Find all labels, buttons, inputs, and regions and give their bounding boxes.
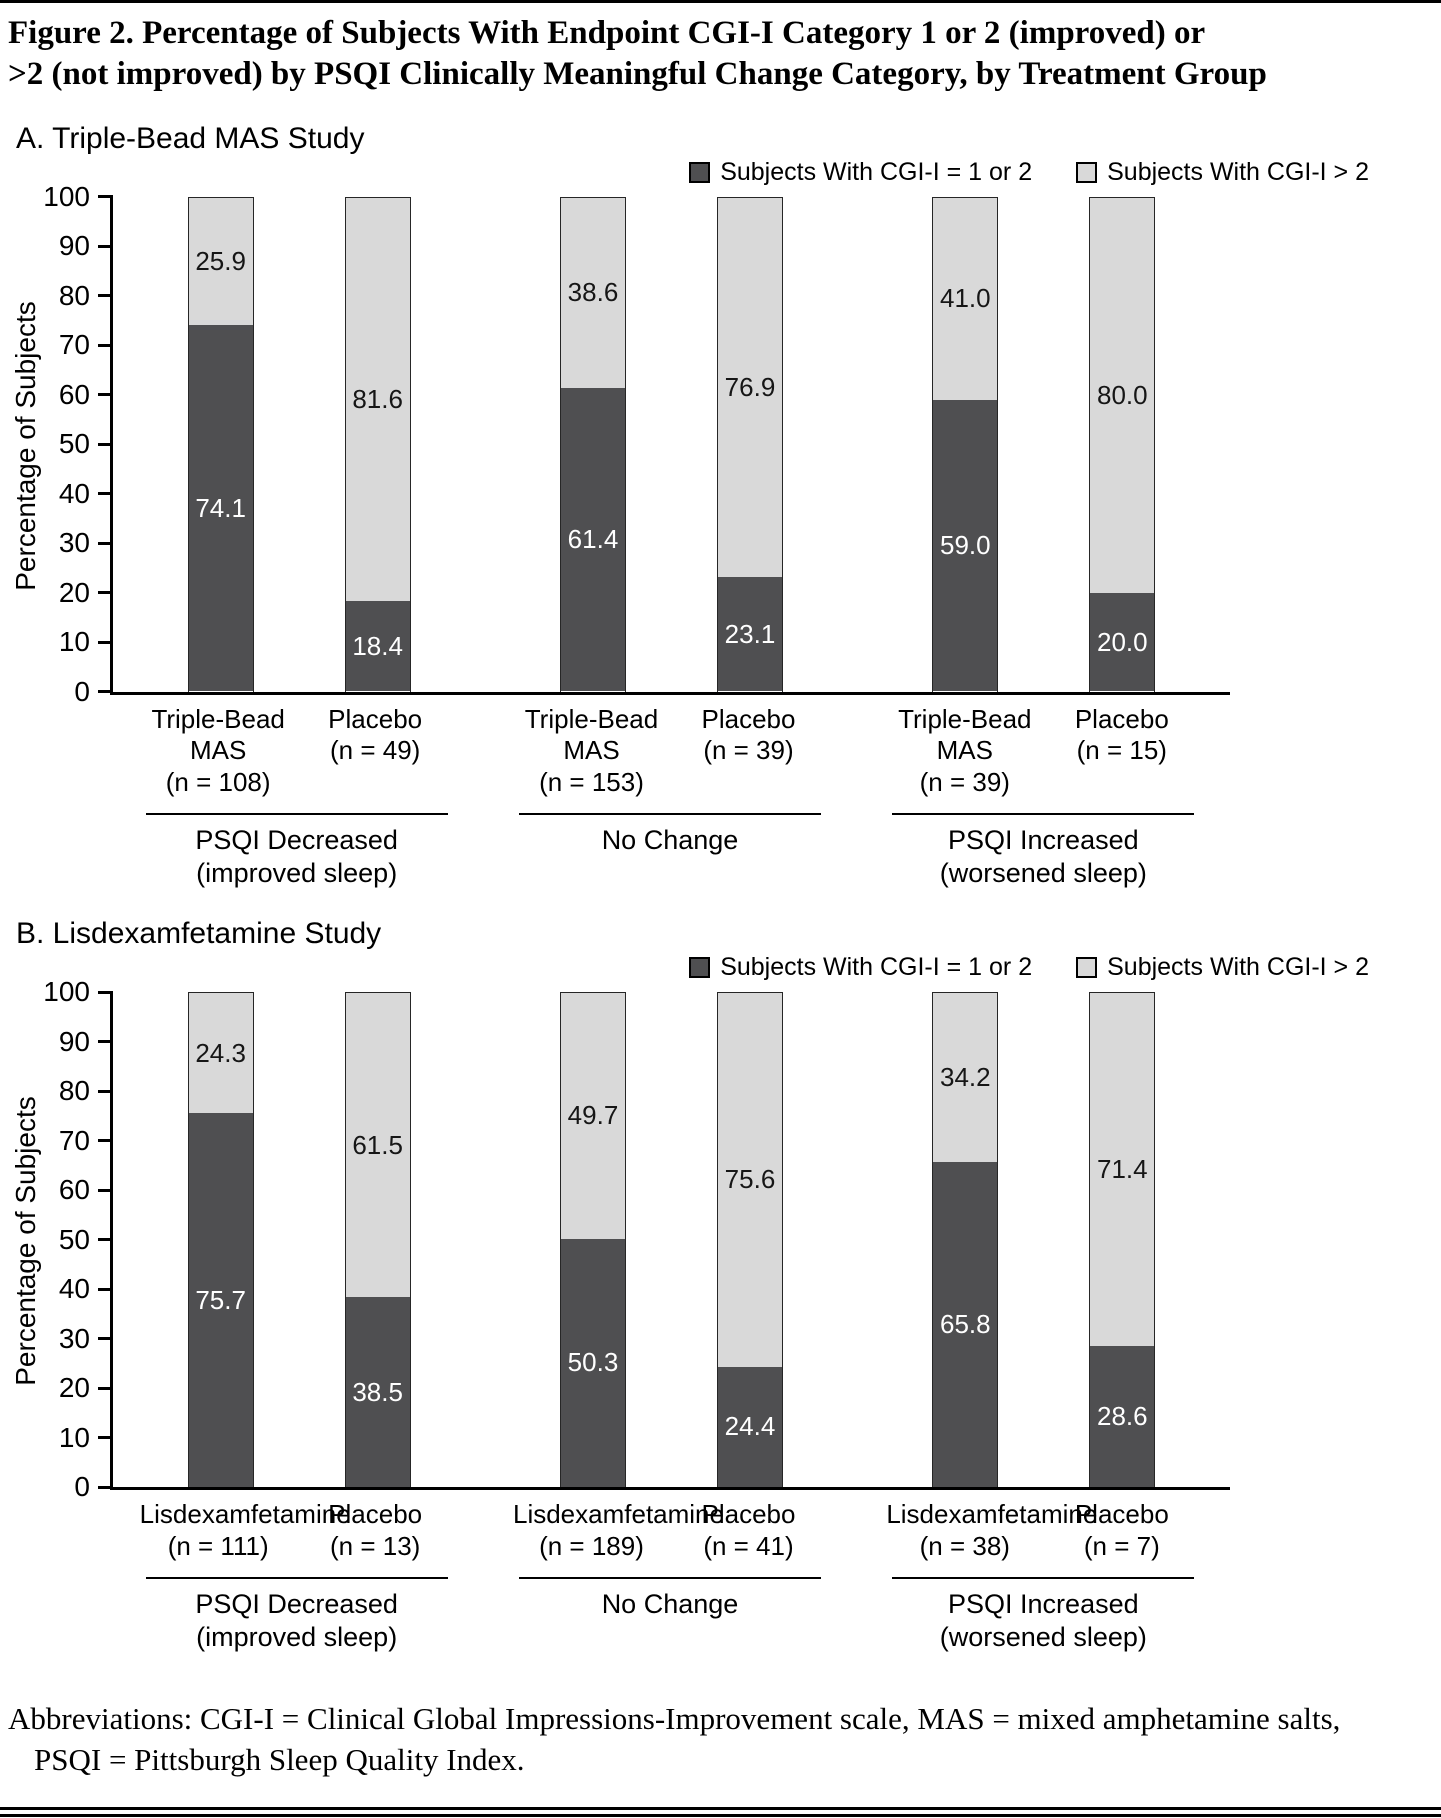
bar-label xyxy=(512,1499,724,1562)
y-tick-mark xyxy=(98,245,113,248)
segment-cgi-1or2 xyxy=(933,1162,997,1487)
segment-cgi-gt2 xyxy=(561,198,625,389)
category-label-line: PSQI Decreased xyxy=(195,824,398,855)
bar-label-line: (n = 38) xyxy=(919,1530,1010,1561)
bar-label-line: Triple-Bead xyxy=(524,703,659,734)
bar-group xyxy=(858,992,1230,1487)
chart-panel-a xyxy=(0,122,1441,892)
figure-title xyxy=(8,13,1429,96)
category-label xyxy=(602,1588,739,1622)
category-label-line: No Change xyxy=(601,824,739,855)
bar-label xyxy=(670,704,827,799)
x-label-pair xyxy=(140,1499,454,1562)
segment-cgi-1or2 xyxy=(561,388,625,691)
legend-label: Subjects With CGI-I > 2 xyxy=(1107,157,1369,186)
segment-cgi-1or2 xyxy=(346,601,410,692)
value-label: 74.1 xyxy=(195,492,246,523)
value-label: 71.4 xyxy=(1097,1154,1148,1184)
value-label: 80.0 xyxy=(1097,379,1148,410)
bar-unit xyxy=(299,197,456,692)
y-tick-mark xyxy=(98,542,113,545)
segment-cgi-gt2 xyxy=(718,198,782,578)
legend-label: Subjects With CGI-I = 1 or 2 xyxy=(720,953,1033,982)
segment-cgi-gt2 xyxy=(1090,993,1154,1346)
legend-swatch-cgi-gt2 xyxy=(1076,957,1097,978)
bar-unit xyxy=(514,992,671,1487)
segment-cgi-1or2 xyxy=(933,400,997,691)
bar-unit xyxy=(142,992,299,1487)
value-label: 65.8 xyxy=(940,1309,991,1340)
bar-label-line: (n = 189) xyxy=(539,1530,644,1561)
bar-label xyxy=(1043,704,1200,799)
segment-cgi-1or2 xyxy=(346,1297,410,1487)
category-label-line: PSQI Increased xyxy=(948,824,1139,855)
category-label xyxy=(602,824,739,858)
segment-cgi-1or2 xyxy=(718,1367,782,1488)
y-tick-mark xyxy=(98,690,113,693)
x-label-pair xyxy=(886,1499,1200,1562)
plot-area xyxy=(43,976,1230,1503)
bar-unit xyxy=(887,197,1044,692)
bar-label-line: (n = 15) xyxy=(1076,735,1167,766)
y-tick-mark xyxy=(98,1040,113,1043)
y-tick-label: 10 xyxy=(58,626,90,657)
value-label: 34.2 xyxy=(940,1062,991,1093)
value-label: 61.4 xyxy=(567,524,619,555)
bar-label xyxy=(1043,1499,1200,1562)
x-axis-labels xyxy=(110,1499,1230,1655)
bar-label-line: (n = 39) xyxy=(703,735,794,766)
bar-label-line: Lisdexamfetamine xyxy=(512,1499,724,1530)
segment-cgi-1or2 xyxy=(718,577,782,691)
bar-label-line: (n = 39) xyxy=(919,766,1010,797)
y-tick-label: 60 xyxy=(58,378,90,410)
y-axis-title-text: Percentage of Subjects xyxy=(10,300,42,591)
legend-item xyxy=(689,158,1032,187)
legend-swatch-cgi-gt2 xyxy=(1076,162,1097,183)
value-label: 49.7 xyxy=(567,1100,619,1131)
y-tick-label: 20 xyxy=(58,576,90,608)
value-label: 50.3 xyxy=(567,1347,619,1378)
value-label: 24.3 xyxy=(195,1037,246,1068)
legend-label: Subjects With CGI-I > 2 xyxy=(1107,953,1369,982)
value-label: 76.9 xyxy=(724,371,776,402)
y-tick-label: 80 xyxy=(58,279,90,311)
y-tick-label: 70 xyxy=(58,329,90,360)
x-group xyxy=(483,704,856,892)
x-axis-labels xyxy=(110,704,1230,892)
legend-label: Subjects With CGI-I = 1 or 2 xyxy=(720,157,1033,186)
legend xyxy=(0,158,1441,187)
value-label: 25.9 xyxy=(195,245,246,276)
y-tick-mark xyxy=(98,1436,113,1439)
bar-label xyxy=(886,704,1043,799)
y-axis-title xyxy=(8,992,44,1490)
category-label-line: (improved sleep) xyxy=(196,1622,398,1653)
top-rule xyxy=(0,0,1441,3)
y-tick-mark xyxy=(98,1139,113,1142)
legend-swatch-cgi-1or2 xyxy=(689,957,710,978)
bar-group xyxy=(485,197,857,692)
bar-label-line: (n = 7) xyxy=(1083,1530,1160,1561)
bar-label-line: (n = 41) xyxy=(703,1530,794,1561)
y-tick-label: 20 xyxy=(58,1372,90,1404)
segment-cgi-1or2 xyxy=(1090,1346,1154,1487)
segment-cgi-gt2 xyxy=(718,993,782,1366)
bar-group xyxy=(485,992,857,1487)
x-label-pair xyxy=(140,704,454,799)
bar-unit xyxy=(1044,197,1201,692)
bar-label-line: Lisdexamfetamine xyxy=(139,1499,351,1530)
legend xyxy=(0,953,1441,982)
x-group xyxy=(857,1499,1230,1655)
y-tick-label: 50 xyxy=(58,1223,90,1255)
y-tick-mark xyxy=(98,991,113,994)
bar-label-line: Placebo xyxy=(1074,703,1169,734)
y-tick-label: 0 xyxy=(74,675,90,707)
y-tick-label: 90 xyxy=(58,230,90,261)
bar-unit xyxy=(887,992,1044,1487)
bar-unit xyxy=(142,197,299,692)
category-rule xyxy=(519,1577,821,1579)
bar-group xyxy=(113,992,485,1487)
segment-cgi-gt2 xyxy=(346,993,410,1297)
y-tick-mark xyxy=(98,591,113,594)
y-tick-mark xyxy=(98,1189,113,1192)
y-tick-label: 30 xyxy=(58,1322,90,1354)
bar-label-line: MAS xyxy=(563,735,620,766)
bar-label-line: (n = 108) xyxy=(165,766,271,797)
y-tick-label: 80 xyxy=(58,1075,90,1107)
stacked-bar xyxy=(188,992,254,1487)
legend-swatch-cgi-1or2 xyxy=(689,162,710,183)
bottom-rule xyxy=(0,1807,1441,1817)
abbreviations-note xyxy=(8,1699,1427,1781)
segment-cgi-gt2 xyxy=(1090,198,1154,593)
category-rule xyxy=(146,813,448,815)
chart-panels xyxy=(0,122,1441,1656)
panel-title-a: A. Triple-Bead MAS Study xyxy=(16,121,365,155)
y-tick-label: 90 xyxy=(58,1025,90,1057)
value-label: 20.0 xyxy=(1097,626,1148,657)
bar-label xyxy=(139,1499,351,1562)
bar-unit xyxy=(514,197,671,692)
category-label xyxy=(195,1588,398,1656)
value-label: 24.4 xyxy=(724,1411,776,1442)
bar-unit xyxy=(299,992,456,1487)
abbreviations-line2: PSQI = Pittsburgh Sleep Quality Index. xyxy=(34,1742,525,1777)
y-tick-mark xyxy=(98,195,113,198)
y-tick-mark xyxy=(98,1238,113,1241)
stacked-bar xyxy=(717,992,783,1487)
y-axis-title-text: Percentage of Subjects xyxy=(10,1096,42,1386)
y-tick-label: 100 xyxy=(43,180,90,212)
bar-label-line: Triple-Bead xyxy=(898,703,1032,734)
bar-label-line: MAS xyxy=(189,735,247,766)
category-label-line: PSQI Increased xyxy=(948,1588,1139,1619)
segment-cgi-gt2 xyxy=(346,198,410,601)
category-label-line: (improved sleep) xyxy=(196,858,398,889)
bar-label xyxy=(886,1499,1098,1562)
y-tick-label: 70 xyxy=(58,1124,90,1156)
stacked-bar xyxy=(1089,992,1155,1487)
category-label-line: (worsened sleep) xyxy=(939,858,1147,889)
bar-label xyxy=(140,704,297,799)
y-tick-mark xyxy=(98,443,113,446)
x-group xyxy=(110,1499,483,1655)
y-tick-mark xyxy=(98,1387,113,1390)
stacked-bar xyxy=(717,197,783,692)
bar-label-line: (n = 13) xyxy=(329,1530,421,1561)
y-tick-label: 40 xyxy=(58,477,90,509)
bar-label-line: Placebo xyxy=(701,703,796,734)
y-tick-mark xyxy=(98,1486,113,1489)
bar-label-line: Placebo xyxy=(701,1499,796,1530)
abbreviations-line1: Abbreviations: CGI-I = Clinical Global Impressions-Improvement scale, MAS = mixed amphetamine salts, xyxy=(8,1701,1341,1737)
x-group xyxy=(110,704,483,892)
category-rule xyxy=(146,1577,448,1579)
bar-label xyxy=(670,1499,827,1562)
x-label-pair xyxy=(513,1499,827,1562)
category-label-line: No Change xyxy=(601,1588,739,1619)
x-group xyxy=(857,704,1230,892)
segment-cgi-gt2 xyxy=(561,993,625,1239)
bar-label xyxy=(297,704,454,799)
segment-cgi-gt2 xyxy=(189,993,253,1113)
y-tick-mark xyxy=(98,344,113,347)
value-label: 18.4 xyxy=(352,630,403,661)
bar-label-line: MAS xyxy=(936,735,993,766)
y-tick-label: 10 xyxy=(58,1421,90,1453)
x-label-pair xyxy=(513,704,827,799)
value-label: 61.5 xyxy=(352,1129,403,1160)
panel-title-b: B. Lisdexamfetamine Study xyxy=(16,917,382,951)
bar-label xyxy=(297,1499,454,1562)
bar-label-line: (n = 49) xyxy=(329,735,421,766)
y-tick-label: 0 xyxy=(74,1471,90,1503)
value-label: 81.6 xyxy=(352,383,403,414)
category-label-line: (worsened sleep) xyxy=(939,1622,1147,1653)
legend-item xyxy=(1076,158,1369,187)
segment-cgi-1or2 xyxy=(189,325,253,691)
bar-unit xyxy=(671,992,828,1487)
value-label: 41.0 xyxy=(940,283,991,314)
y-axis-title xyxy=(8,197,44,695)
y-tick-label: 30 xyxy=(58,527,90,558)
bar-unit xyxy=(671,197,828,692)
value-label: 75.6 xyxy=(724,1164,776,1195)
bar-unit xyxy=(1044,992,1201,1487)
stacked-bar xyxy=(560,197,626,692)
category-label xyxy=(940,1588,1147,1656)
value-label: 38.6 xyxy=(567,277,619,308)
category-rule xyxy=(519,813,821,815)
stacked-bar xyxy=(188,197,254,692)
stacked-bar xyxy=(932,197,998,692)
y-tick-mark xyxy=(98,1288,113,1291)
value-label: 28.6 xyxy=(1097,1401,1148,1431)
bar-label-line: Placebo xyxy=(1074,1499,1169,1530)
value-label: 75.7 xyxy=(195,1284,246,1315)
segment-cgi-gt2 xyxy=(933,198,997,401)
bar-label-line: (n = 111) xyxy=(167,1530,269,1561)
chart-area xyxy=(10,976,1230,1503)
bar-label-line: Triple-Bead xyxy=(151,703,285,734)
category-label xyxy=(940,824,1147,892)
y-tick-label: 60 xyxy=(58,1174,90,1206)
x-label-pair xyxy=(886,704,1200,799)
stacked-bar xyxy=(560,992,626,1487)
category-rule xyxy=(892,1577,1194,1579)
segment-cgi-gt2 xyxy=(933,993,997,1162)
stacked-bar xyxy=(345,197,411,692)
value-label: 38.5 xyxy=(352,1376,403,1407)
figure-title-line2: >2 (not improved) by PSQI Clinically Meaningful Change Category, by Treatment Group xyxy=(8,56,1267,93)
bar-group xyxy=(858,197,1230,692)
y-tick-mark xyxy=(98,1337,113,1340)
bar-label xyxy=(513,704,670,799)
y-tick-mark xyxy=(98,492,113,495)
chart-panel-b xyxy=(0,917,1441,1655)
segment-cgi-1or2 xyxy=(189,1113,253,1487)
value-label: 23.1 xyxy=(724,618,776,649)
chart-area xyxy=(10,180,1230,707)
segment-cgi-1or2 xyxy=(1090,593,1154,692)
category-label-line: PSQI Decreased xyxy=(195,1588,398,1619)
plot-area xyxy=(43,180,1230,707)
stacked-bar xyxy=(345,992,411,1487)
y-tick-label: 50 xyxy=(58,428,90,459)
category-label xyxy=(195,824,398,892)
x-group xyxy=(483,1499,856,1655)
y-tick-label: 100 xyxy=(43,976,90,1008)
bar-group xyxy=(113,197,485,692)
y-tick-mark xyxy=(98,641,113,644)
value-label: 59.0 xyxy=(940,530,991,561)
y-tick-mark xyxy=(98,1090,113,1093)
y-tick-mark xyxy=(98,393,113,396)
legend-item xyxy=(689,953,1032,982)
y-tick-mark xyxy=(98,294,113,297)
segment-cgi-1or2 xyxy=(561,1239,625,1487)
stacked-bar xyxy=(1089,197,1155,692)
category-rule xyxy=(892,813,1194,815)
segment-cgi-gt2 xyxy=(189,198,253,326)
stacked-bar xyxy=(932,992,998,1487)
y-tick-label: 40 xyxy=(58,1273,90,1305)
legend-item xyxy=(1076,953,1369,982)
bar-label-line: Placebo xyxy=(328,1499,423,1530)
bar-label-line: Lisdexamfetamine xyxy=(886,1499,1098,1530)
figure-title-line1: Figure 2. Percentage of Subjects With Endpoint CGI-I Category 1 or 2 (improved) or xyxy=(8,15,1206,51)
bar-label-line: (n = 153) xyxy=(539,766,644,797)
bar-label-line: Placebo xyxy=(328,703,423,734)
